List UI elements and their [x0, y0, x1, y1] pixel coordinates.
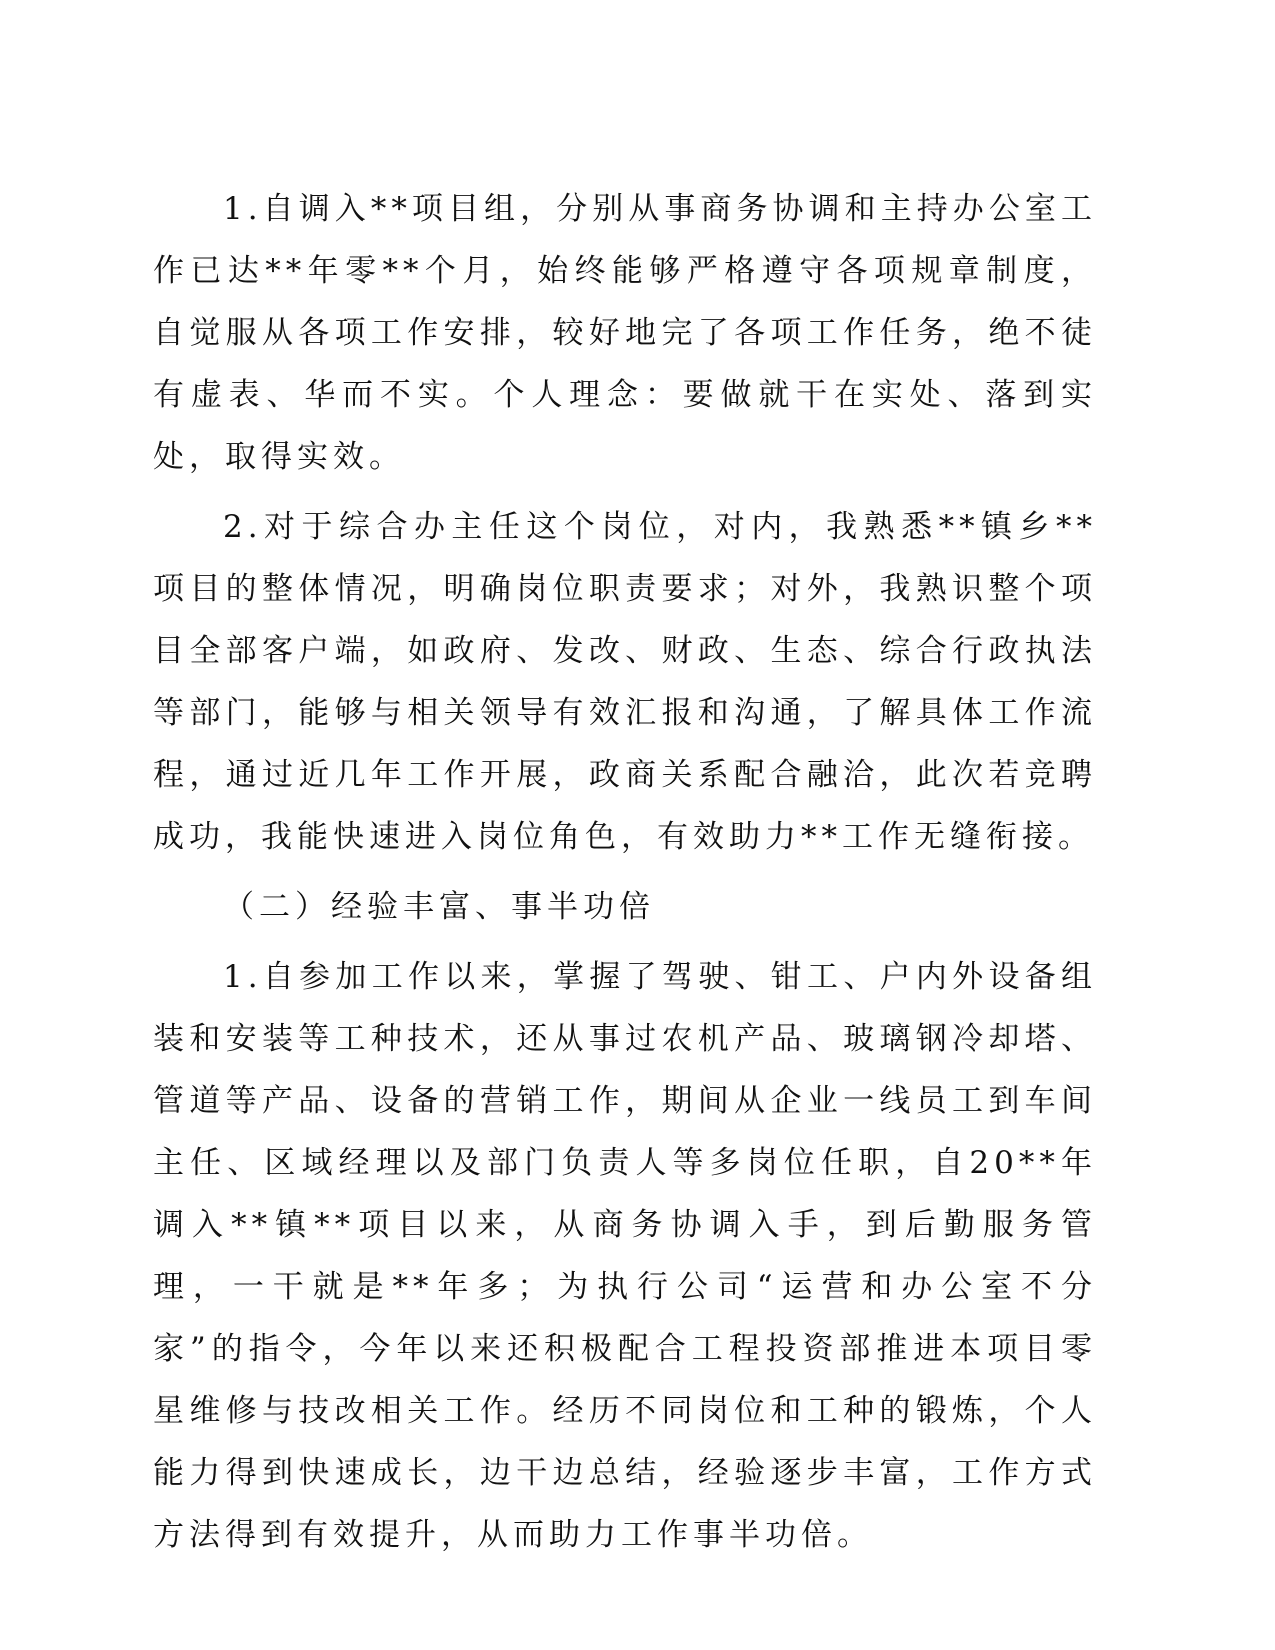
- paragraph-1: 1.自调入**项目组，分别从事商务协调和主持办公室工作已达**年零**个月，始终能够严格遵守各项规章制度，自觉服从各项工作安排，较好地完了各项工作任务，绝不徒有虚表、华而不实。个人理念：要做就干在实处、落到实处，取得实效。: [153, 191, 1097, 475]
- section-heading: （二）经验丰富、事半功倍: [223, 889, 655, 925]
- document-body: [153, 178, 1097, 1566]
- paragraph-2: 2.对于综合办主任这个岗位，对内，我熟悉**镇乡**项目的整体情况，明确岗位职责要求；对外，我熟识整个项目全部客户端，如政府、发改、财政、生态、综合行政执法等部门，能够与相关领导有效汇报和沟通，了解具体工作流程，通过近几年工作开展，政商关系配合融洽，此次若竞聘成功，我能快速进入岗位角色，有效助力**工作无缝衔接。: [153, 509, 1097, 855]
- paragraph-3: 1.自参加工作以来，掌握了驾驶、钳工、户内外设备组装和安装等工种技术，还从事过农机产品、玻璃钢冷却塔、管道等产品、设备的营销工作，期间从企业一线员工到车间主任、区域经理以及部门负责人等多岗位任职，自20**年调入**镇**项目以来，从商务协调入手，到后勤服务管理，一干就是**年多；为执行公司“运营和办公室不分家”的指令，今年以来还积极配合工程投资部推进本项目零星维修与技改相关工作。经历不同岗位和工种的锻炼，个人能力得到快速成长，边干边总结，经验逐步丰富，工作方式方法得到有效提升，从而助力工作事半功倍。: [153, 959, 1097, 1553]
